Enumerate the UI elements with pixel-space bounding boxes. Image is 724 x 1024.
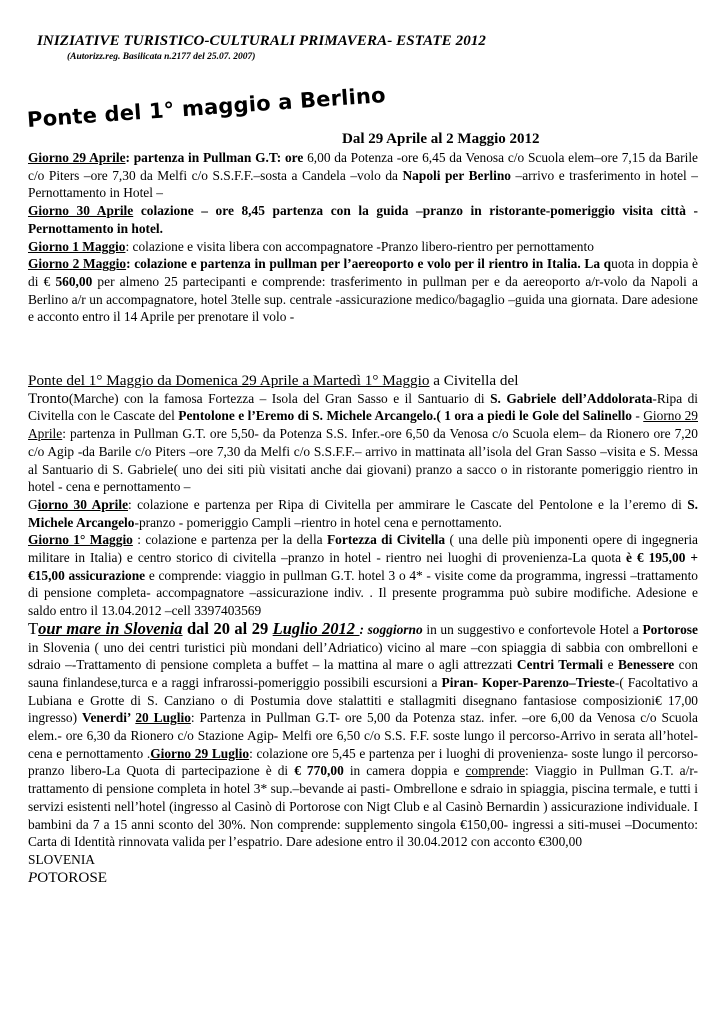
authorization-note: (Autorizz.reg. Basilicata n.2177 del 25.07. 2007): [67, 52, 256, 62]
civitella-section-title: Ponte del 1° Maggio da Domenica 29 Aprile a Martedì 1° Maggio: [28, 372, 430, 389]
price: € 770,00: [294, 763, 344, 779]
berlin-itinerary: Giorno 29 Aprile: partenza in Pullman G.T: ore 6,00 da Potenza -ore 6,45 da Venosa c/o Scuola elem–ore 7,15 da Barile c/o Piters –ore 7,30 da Melfi c/o S.S.F.F.–sosta a Candela –volo da Napoli per Berlino –arrivo e trasferimento in hotel –Pernottamento in Hotel – Giorno 30 Aprile colazione – ore 8,45 partenza con la guida –pranzo in ristorante-pomeriggio visita città -Pernottamento in hotel. Giorno 1 Maggio: colazione e visita libera con accompagnatore -Pranzo libero-rientro per pernottamento Giorno 2 Maggio: colazione e partenza in pullman per l’aereoporto e volo per il rientro in Italia. La quota in doppia è di € 560,00 per almeno 25 partecipanti e comprende: trasferimento in pullman per e da aereoporto a/r-volo da Napoli a Berlino a/r un accompagnatore, hotel 3telle sup. centrale -assicurazione medico/bagaglio –guida una giornata. Dare adesione e acconto entro il 14 Aprile per prenotare il volo -: [28, 150, 699, 325]
day-label: Giorno 1° Maggio: [28, 532, 133, 548]
day-label: Giorno 29 Aprile: [28, 408, 699, 442]
day-label: 20 Luglio: [135, 710, 191, 726]
berlin-section-title: Ponte del 1° maggio a Berlino: [26, 82, 387, 132]
day-label: Giorno 29 Aprile: [28, 150, 126, 165]
day-label: Giorno 30 Aprile: [28, 203, 134, 219]
day-label: Giorno 29 Luglio: [150, 745, 250, 761]
civitella-itinerary: Ponte del 1° Maggio da Domenica 29 Aprile a Martedì 1° Maggio a Civitella del Tronto(Marche) con la famosa Fortezza – Isola del Gran Sasso e il Santuario di S. Gabriele dell’Addolorata-Ripa di Civitella con le Cascate del Pentolone e l’Eremo di S. Michele Arcangelo.( 1 ora a piedi le Gole del Salinello - Giorno 29 Aprile: partenza in Pullman G.T. ore 5,50- da Potenza S.S. Infer.-ore 6,50 da Venosa c/o Scuola elem– da Rionero ore 7,20 c/o Agip -da Barile c/o Piters –ore 7,30 da Melfi c/o S.S.F.F.– arrivo in mattinata all’isola del Gran Sasso –visita e S. Messa al Santuario di S. Gabriele( uno dei siti più visitati anche dai giovani) pranzo a sacco o in ristorante pomeriggio rientro in hotel - cena e pernottamento – Giorno 30 Aprile: colazione e partenza per Ripa di Civitella per ammirare le Cascate del Pentolone e la l’eremo di S. Michele Arcangelo-pranzo - pomeriggio Campli –rientro in hotel cena e pernottamento. Giorno 1° Maggio : colazione e partenza per la della Fortezza di Civitella ( una delle più imponenti opere di ingegneria militare in Italia) e centro storico di civitella –pranzo in hotel - rientro nei luoghi di provenienza-La quota è € 195,00 +€15,00 assicurazione e comprende: viaggio in pullman G.T. hotel 3 o 4* - visite come da programma, ingressi –trattamento di pensione completa- accompagnatore –assicurazione indiv. . Il presente programma può subire modifiche. Adesione e saldo entro il 13.04.2012 –cell 3397403569 Tour mare in Slovenia dal 20 al 29 Luglio 2012 : soggiorno in un suggestivo e confortevole Hotel a Portorose in Slovenia ( uno dei centri turistici più mondani dell’Adriatico) vicino al mare –con spiaggia di sabbia con ombrelloni e sdraio –-Trattamento di pensione completa a buffet – la mattina al mare o agli attrezzati Centri Termali e Benessere con sauna finlandese,turca e a raggi infrarossi-pomeriggio possibili escursioni a Piran- Koper-Parenzo–Trieste-( Facoltativo a Lubiana e Grotte di S. Canziano o di Postumia dove stalattiti e stallagmiti disegnano fantasiose composizioni€ 17,00 ingresso) Venerdi’ 20 Luglio: Partenza in Pullman G.T- ore 5,00 da Potenza staz. infer. –ore 6,00 da Venosa c/o Scuola elem.- ore 6,30 da Rionero c/o Stazione Agip- Melfi ore 6,50 c/o S.S. F.F. soste lungo il percorso-Arrivo in serata all’hotel-cena e pernottamento .Giorno 29 Luglio: colazione ore 5,45 e partenza per i luoghi di provenienza- soste lungo il percorso- pranzo libero-La Quota di partecipazione è di € 770,00 in camera doppia e comprende: Viaggio in Pullman G.T. a/r-trattamento di pensione completa in hotel 3* sup.–bevande ai pasti- Ombrellone e sdraio in spiaggia, piscina termale, e tutti i servizi esistenti nell’hotel (ingresso al Casinò di Portorose con Nigt Club e al Casinò Bernardin ) assicurazione individuale. I bambini da 7 a 15 anni sconto del 30%. Non comprende: supplemento singola €150,00- ingressi a siti-musei –Documento: Carta di Identità rinnovata valida per l’espatrio. Dare adesione entro il 30.04.2012 con acconto €300,00 SLOVENIA POTOROSE: [28, 372, 699, 886]
footer-slovenia: SLOVENIA: [28, 851, 95, 867]
slovenia-section-title: our mare in Slovenia: [38, 618, 183, 638]
day-label: Giorno 2 Maggio: [28, 256, 127, 272]
day-label: Giorno 1 Maggio: [28, 238, 126, 254]
berlin-dates: Dal 29 Aprile al 2 Maggio 2012: [342, 131, 540, 147]
price: 560,00: [55, 273, 93, 289]
footer-portorose: POTOROSE: [28, 868, 108, 886]
price: è € 195,00 +€15,00 assicurazione: [28, 550, 699, 583]
day-label: iorno 30 Aprile: [37, 496, 129, 512]
document-title: INIZIATIVE TURISTICO-CULTURALI PRIMAVERA- ESTATE 2012: [37, 33, 487, 49]
